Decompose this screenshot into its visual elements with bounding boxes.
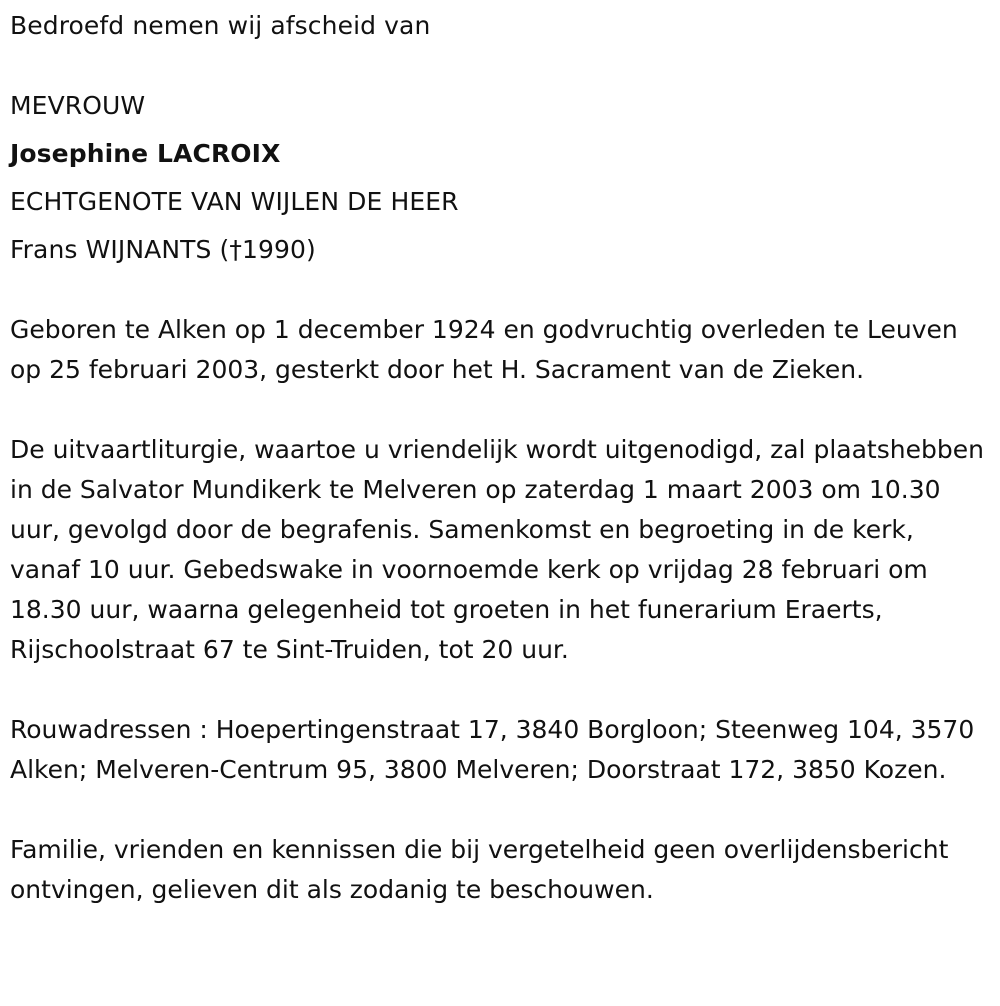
spouse-line: Frans WIJNANTS (†1990) (10, 235, 316, 264)
intro-line: Bedroefd nemen wij afscheid van (10, 11, 431, 40)
spacer (10, 270, 990, 310)
birth-death-paragraph: Geboren te Alken op 1 december 1924 en godvruchtig overleden te Leuven op 25 februari 2003, gesterkt door het H. Sacrament van de Zieken. (10, 315, 958, 384)
addresses-paragraph: Rouwadressen : Hoepertingenstraat 17, 3840 Borgloon; Steenweg 104, 3570 Alken; Melveren-Centrum 95, 3800 Melveren; Doorstraat 172, 3850 Kozen. (10, 715, 975, 784)
spacer (10, 790, 990, 830)
spacer (10, 46, 990, 86)
relation-line: ECHTGENOTE VAN WIJLEN DE HEER (10, 187, 459, 216)
deceased-name: Josephine LACROIX (10, 139, 281, 168)
death-notice (10, 6, 990, 910)
funeral-paragraph: De uitvaartliturgie, waartoe u vriendelijk wordt uitgenodigd, zal plaatshebben in de Salvator Mundikerk te Melveren op zaterdag 1 maart 2003 om 10.30 uur, gevolgd door de begrafenis. Samenkomst en begroeting in de kerk, vanaf 10 uur. Gebedswake in voornoemde kerk op vrijdag 28 februari om 18.30 uur, waarna gelegenheid tot groeten in het funerarium Eraerts, Rijschoolstraat 67 te Sint-Truiden, tot 20 uur. (10, 435, 984, 664)
honorific: MEVROUW (10, 91, 146, 120)
closing-paragraph: Familie, vrienden en kennissen die bij vergetelheid geen overlijdensbericht ontvingen, gelieven dit als zodanig te beschouwen. (10, 835, 949, 904)
spacer (10, 670, 990, 710)
spacer (10, 390, 990, 430)
